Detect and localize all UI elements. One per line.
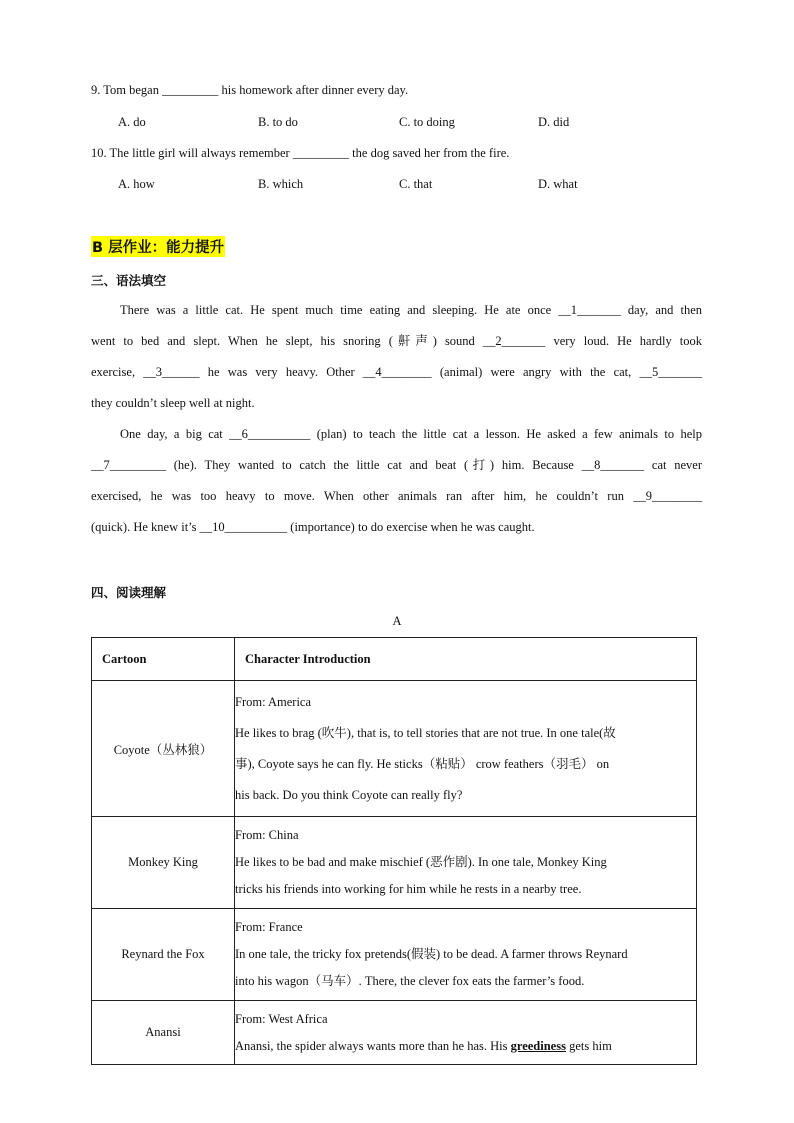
cartoon-name: Anansi (92, 1001, 235, 1065)
passage-label: A (392, 614, 402, 628)
section-b-heading: B 层作业：能力提升 (91, 236, 225, 257)
option-c[interactable]: C. that (399, 177, 433, 191)
option-b[interactable]: B. to do (258, 115, 298, 129)
paragraph-line: __7_________ (he). They wanted to catch the little cat and beat (打) him. Because __8_______ cat never (91, 458, 702, 472)
description-line: 事), Coyote says he can fly. He sticks（粘贴） crow feathers（羽毛） on (235, 756, 610, 771)
paragraph-line: There was a little cat. He spent much time eating and sleeping. He ate once __1_______ day, and then (120, 303, 702, 317)
character-table (91, 637, 697, 1065)
header-cartoon: Cartoon (92, 638, 235, 681)
paragraph-line: went to bed and slept. When he slept, his snoring (鼾声) sound __2_______ very loud. He hardly took (91, 334, 702, 348)
character-description (235, 1001, 697, 1065)
option-a[interactable]: A. how (118, 177, 155, 191)
question-9-options (118, 115, 598, 131)
description-line: He likes to brag (吹牛), that is, to tell stories that are not true. In one tale(故 (235, 725, 616, 740)
underlined-word: greediness (510, 1038, 566, 1053)
table-row (92, 909, 697, 1001)
character-description (235, 909, 697, 1001)
header-introduction: Character Introduction (235, 638, 697, 681)
question-10-options (118, 177, 598, 193)
option-b[interactable]: B. which (258, 177, 304, 191)
description-line: From: America (235, 694, 312, 709)
option-a[interactable]: A. do (118, 115, 146, 129)
paragraph-line: they couldn’t sleep well at night. (91, 396, 255, 410)
description-line (235, 1033, 696, 1060)
description-line: his back. Do you think Coyote can really fly? (235, 787, 463, 802)
table-row (92, 1001, 697, 1065)
reading-title: 四、阅读理解 (91, 585, 167, 600)
description-text: Anansi, the spider always wants more than he has. His (235, 1038, 511, 1053)
description-line: tricks his friends into working for him while he rests in a nearby tree. (235, 882, 582, 896)
paragraph-line: (quick). He knew it’s __10__________ (importance) to do exercise when he was caught. (91, 520, 535, 534)
question-9-stem: 9. Tom began _________ his homework after dinner every day. (91, 83, 409, 97)
paragraph-line: One day, a big cat __6__________ (plan) to teach the little cat a lesson. He asked a few animals to help (120, 427, 702, 441)
description-line: He likes to be bad and make mischief (恶作剧). In one tale, Monkey King (235, 855, 607, 869)
paragraph-line: exercised, he was too heavy to move. When other animals ran after him, he couldn’t run __9________ (91, 489, 702, 503)
table-row (92, 681, 697, 817)
character-description (235, 817, 697, 909)
option-c[interactable]: C. to doing (399, 115, 455, 129)
grammar-paragraph-2 (91, 419, 702, 543)
option-d[interactable]: D. what (538, 177, 578, 191)
table-header-row (92, 638, 697, 681)
description-line: In one tale, the tricky fox pretends(假装) to be dead. A farmer throws Reynard (235, 947, 628, 961)
character-description (235, 681, 697, 817)
grammar-fill-title: 三、语法填空 (91, 273, 167, 288)
cartoon-name: Coyote（丛林狼） (92, 681, 235, 817)
description-line: From: West Africa (235, 1011, 328, 1026)
description-line: into his wagon（马车）. There, the clever fox eats the farmer’s food. (235, 974, 585, 988)
grammar-paragraph-1 (91, 295, 702, 419)
cartoon-name: Monkey King (92, 817, 235, 909)
question-10-stem: 10. The little girl will always remember _________ the dog saved her from the fire. (91, 146, 510, 160)
cartoon-name: Reynard the Fox (92, 909, 235, 1001)
paragraph-line: exercise, __3______ he was very heavy. Other __4________ (animal) were angry with the cat, __5_______ (91, 365, 702, 379)
option-d[interactable]: D. did (538, 115, 570, 129)
description-line: From: France (235, 920, 303, 934)
description-line: From: China (235, 828, 299, 842)
table-row (92, 817, 697, 909)
description-tail: gets him (565, 1038, 612, 1053)
